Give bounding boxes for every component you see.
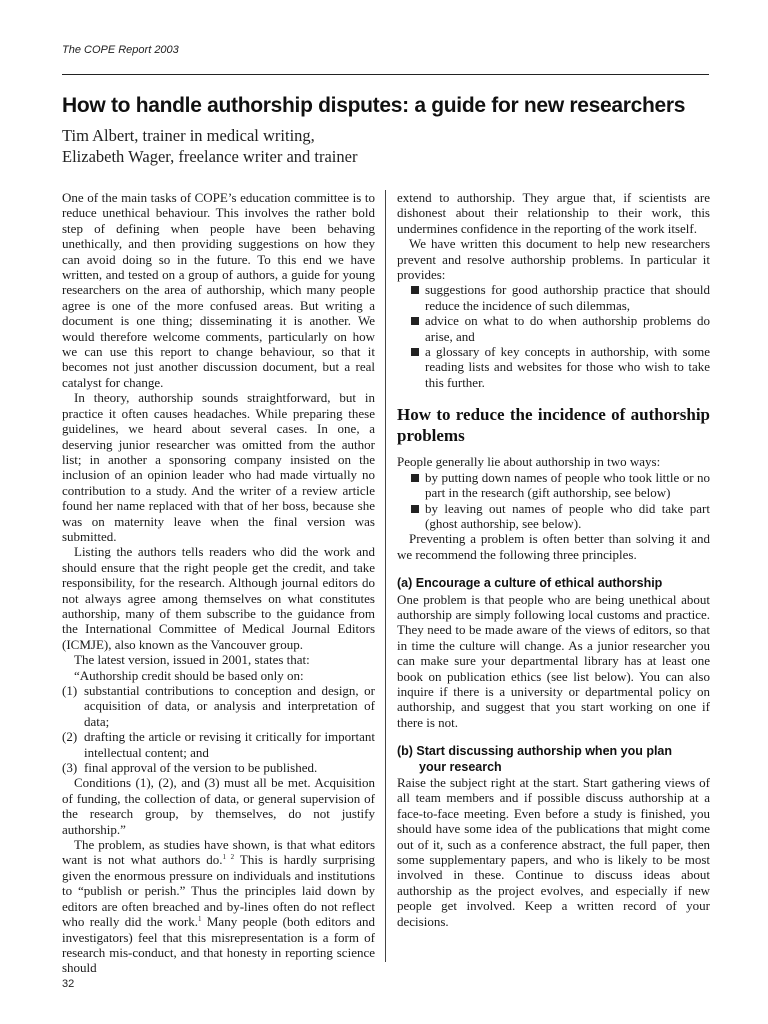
list-item-text: suggestions for good authorship practice that should reduce the incidence of such dilemmas, — [425, 282, 710, 313]
column-divider — [385, 190, 386, 962]
paragraph: Listing the authors tells readers who did the work and should ensure that the right people get the credit, and take responsibility, for the research. Although journal editors do not always agree among themselves on what constitutes authorship, many of them subscribe to the guidance from the International Committee of Medical Journal Editors (ICMJE), also known as the Vancouver group. — [62, 544, 375, 652]
list-item — [397, 282, 710, 313]
list-item — [397, 501, 710, 532]
list-item — [397, 470, 710, 501]
text-run: This is hardly surprising given the enormous pressure on individuals and institutions to “publish or perish.” Thus the principles laid down by editors are often breached and by-lines often do not reflect who really did the work. — [62, 852, 376, 930]
author-line: Elizabeth Wager, freelance writer and trainer — [62, 147, 358, 166]
square-bullet-icon — [411, 505, 419, 513]
ways-list — [397, 470, 710, 532]
paragraph: extend to authorship. They argue that, if scientists are dishonest about their relationship to their work, this undermines confidence in the reporting of the work itself. — [397, 190, 710, 236]
page-number: 32 — [62, 978, 75, 990]
subsection-heading: (a) Encourage a culture of ethical authorship — [397, 576, 663, 591]
provides-list — [397, 282, 710, 390]
reference-marker: 1 — [197, 915, 202, 924]
paragraph: One problem is that people who are being unethical about authorship are simply following local customs and practice. They need to be made aware of the views of editors, so that in time the culture will change. As a junior researcher you can make sure your departmental library has at least one book on publication ethics (see list below). You can also inquire if there is a university or departmental policy on authorship, and suggest that you start working on one if there is not. — [397, 591, 710, 730]
header-rule — [62, 74, 709, 75]
running-head: The COPE Report 2003 — [62, 44, 179, 56]
paragraph: Preventing a problem is often better than solving it and we recommend the following three principles. — [397, 531, 710, 562]
paragraph: The latest version, issued in 2001, states that: — [74, 652, 310, 668]
subsection-heading — [397, 744, 710, 775]
text-run: The problem, as studies have shown, is that what editors want is not what authors do. — [62, 837, 375, 868]
paragraph: Raise the subject right at the start. Start gathering views of all team members and if possible discuss authorship at a face-to-face meeting. Even before a study is finished, you should have some idea of the publications that might come out of it, such as a conference abstract, the full paper, then some supplementary papers, and who is likely to be most involved in these. Continue to discuss ideas about authorship as the project evolves, and especially if new people get involved. Keep a written record of your decisions. — [397, 775, 710, 929]
condition-text: drafting the article or revising it critically for important intellectual content; and — [84, 729, 375, 760]
list-item-text: by putting down names of people who took little or no part in the research (gift authorship, see below) — [425, 469, 710, 501]
square-bullet-icon — [411, 286, 419, 294]
section-heading: How to reduce the incidence of authorship problems — [397, 405, 710, 446]
paragraph: In theory, authorship sounds straightforward, but in practice it often causes headaches. While preparing these guidelines, we heard about several cases. In one, a deserving junior researcher was omitted from the author list; in another a sponsoring company insisted on the inclusion of an opinion leader who had made virtually no contribution to a study. And the writer of a review article found her name replaced with that of her boss, because she was on maternity leave when the final version was submitted. — [62, 390, 375, 544]
heading-line: your research — [419, 759, 502, 774]
square-bullet-icon — [411, 474, 419, 482]
text-run: Many people (both editors and investigators) feel that this misrepresentation is a form of research mis-conduct, and that honesty in reporting science should — [62, 914, 375, 976]
paragraph: We have written this document to help new researchers prevent and resolve authorship problems. In particular it provides: — [397, 236, 710, 283]
author-block — [62, 125, 357, 167]
left-column — [62, 190, 376, 976]
condition-number: (2) — [62, 729, 78, 745]
condition-number: (3) — [62, 760, 78, 776]
paragraph: One of the main tasks of COPE’s education committee is to reduce unethical behaviour. This involves the rather bold step of defining when people have been behaving unethically, and then providing suggestions on how they can avoid doing so in the future. To this end we have written, and tested on a group of authors, a guide for young researchers on the area of authorship, which many people agree is one of the more confused areas. But writing a document is one thing; disseminating it is another. We would therefore welcome comments, particularly on how we can use this report to change behaviour, so that it becomes not just another discussion document, but a real catalyst for change. — [62, 190, 375, 390]
right-column — [397, 190, 710, 965]
paragraph: People generally lie about authorship in two ways: — [397, 454, 661, 470]
paragraph: Conditions (1), (2), and (3) must all be met. Acquisition of funding, the collection of data, or general supervision of the research group, by themselves, do not justify authorship.” — [62, 775, 375, 837]
list-item-text: a glossary of key concepts in authorship, with some reading lists and websites for those who wish to take this further. — [425, 344, 710, 390]
reference-marker: 1 2 — [222, 853, 235, 862]
list-item-text: advice on what to do when authorship problems do arise, and — [425, 313, 710, 344]
square-bullet-icon — [411, 317, 419, 325]
condition-text: final approval of the version to be published. — [84, 760, 318, 776]
list-item-text: by leaving out names of people who did take part (ghost authorship, see below). — [425, 500, 710, 531]
heading-line: (b) Start discussing authorship when you plan — [397, 744, 673, 759]
list-item — [397, 344, 710, 390]
condition-text: substantial contributions to conception and design, or acquisition of data, or analysis and interpretation of data; — [84, 683, 375, 729]
condition-number: (1) — [62, 683, 78, 698]
square-bullet-icon — [411, 348, 419, 356]
author-line: Tim Albert, trainer in medical writing, — [62, 126, 315, 145]
condition-item — [62, 683, 375, 729]
condition-item — [62, 729, 375, 760]
paragraph — [62, 837, 375, 976]
quote-intro: “Authorship credit should be based only on: — [74, 667, 304, 683]
article-title: How to handle authorship disputes: a guide for new researchers — [62, 94, 686, 117]
condition-item — [62, 760, 375, 775]
list-item — [397, 313, 710, 344]
authorship-conditions-list — [62, 683, 375, 775]
